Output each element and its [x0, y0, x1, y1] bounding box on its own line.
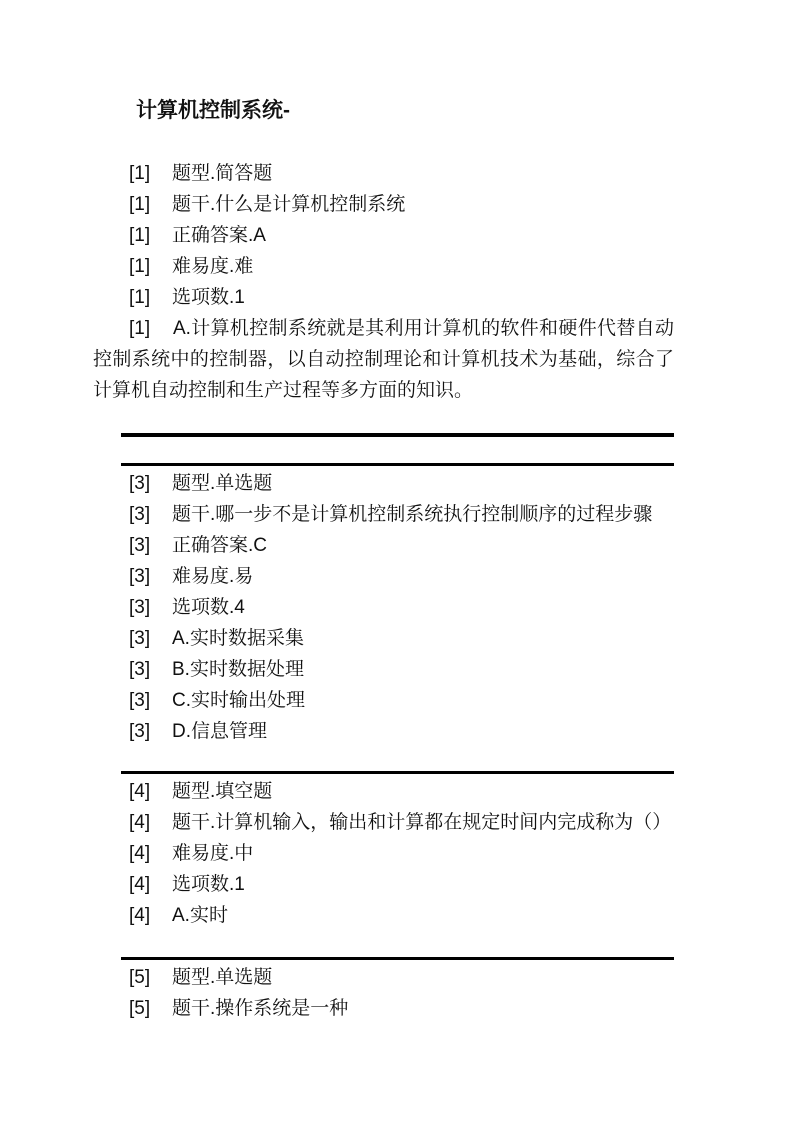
line-text: D.信息管理	[172, 721, 268, 742]
question-line	[129, 220, 674, 251]
option-line	[129, 623, 674, 654]
line-number: [4]	[129, 812, 151, 833]
line-number: [1]	[129, 256, 151, 277]
line-number: [3]	[129, 597, 151, 618]
line-text: A.实时	[172, 905, 228, 926]
question-line	[129, 962, 674, 993]
line-number: [1]	[129, 318, 151, 339]
line-text: 选项数.1	[172, 874, 245, 895]
line-number: [3]	[129, 504, 151, 525]
document-content	[93, 0, 674, 1024]
question-line	[129, 499, 674, 530]
line-number: [3]	[129, 566, 151, 587]
question-block-1	[93, 158, 674, 406]
question-block-5	[93, 962, 674, 1024]
question-line	[129, 807, 674, 838]
option-line	[129, 654, 674, 685]
line-number: [4]	[129, 905, 151, 926]
line-number: [4]	[129, 781, 151, 802]
line-text: 题型.填空题	[172, 781, 273, 802]
section-divider	[121, 433, 674, 437]
line-text: 题型.单选题	[172, 967, 273, 988]
line-number: [3]	[129, 473, 151, 494]
line-text: C.实时输出处理	[172, 690, 306, 711]
answer-paragraph	[93, 313, 674, 406]
line-number: [3]	[129, 659, 151, 680]
line-text: B.实时数据处理	[172, 659, 304, 680]
line-text: A.实时数据采集	[172, 628, 304, 649]
option-line	[129, 716, 674, 747]
question-block-4	[93, 776, 674, 931]
line-number: [1]	[129, 287, 151, 308]
line-text: A.计算机控制系统就是其利用计算机的软件和硬件代替自动控制系统中的控制器，以自动控制理论和计算机技术为基础，综合了计算机自动控制和生产过程等多方面的知识。	[93, 318, 674, 401]
question-line	[129, 592, 674, 623]
line-text: 正确答案.A	[172, 225, 266, 246]
section-divider	[121, 463, 674, 466]
line-number: [1]	[129, 163, 151, 184]
line-number: [1]	[129, 225, 151, 246]
line-text: 题干.计算机输入，输出和计算都在规定时间内完成称为（）	[172, 812, 672, 833]
question-line	[129, 869, 674, 900]
line-text: 题型.单选题	[172, 473, 273, 494]
question-line	[129, 189, 674, 220]
line-number: [3]	[129, 535, 151, 556]
section-divider	[121, 771, 674, 774]
line-number: [3]	[129, 721, 151, 742]
question-line	[129, 838, 674, 869]
document-title: 计算机控制系统-	[136, 99, 290, 122]
option-line	[129, 685, 674, 716]
line-text: 题干.什么是计算机控制系统	[172, 194, 406, 215]
question-line	[129, 468, 674, 499]
line-number: [5]	[129, 967, 151, 988]
question-line	[129, 282, 674, 313]
line-text: 题型.简答题	[172, 163, 273, 184]
option-line	[129, 900, 674, 931]
line-number: [3]	[129, 690, 151, 711]
line-number: [4]	[129, 874, 151, 895]
line-number: [3]	[129, 628, 151, 649]
question-line	[129, 158, 674, 189]
question-block-3	[93, 468, 674, 747]
section-divider	[121, 957, 674, 960]
question-line	[129, 993, 674, 1024]
line-text: 题干.操作系统是一种	[172, 998, 349, 1019]
line-text: 题干.哪一步不是计算机控制系统执行控制顺序的过程步骤	[172, 504, 653, 525]
question-line	[129, 561, 674, 592]
line-text: 难易度.中	[172, 843, 254, 864]
question-line	[129, 530, 674, 561]
line-text: 正确答案.C	[172, 535, 268, 556]
line-number: [1]	[129, 194, 151, 215]
question-line	[129, 776, 674, 807]
line-text: 选项数.1	[172, 287, 245, 308]
line-number: [4]	[129, 843, 151, 864]
line-text: 难易度.易	[172, 566, 254, 587]
line-text: 难易度.难	[172, 256, 254, 277]
line-number: [5]	[129, 998, 151, 1019]
line-text: 选项数.4	[172, 597, 245, 618]
question-line	[129, 251, 674, 282]
